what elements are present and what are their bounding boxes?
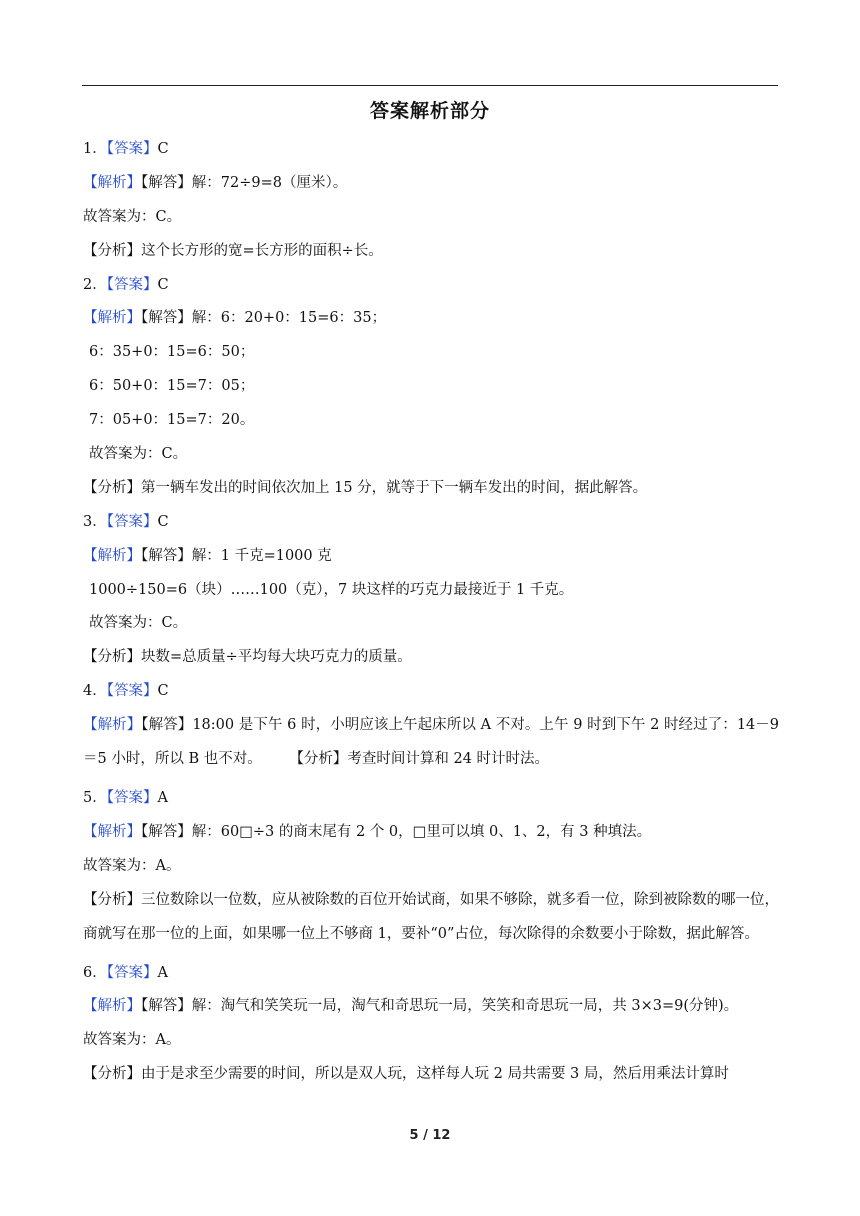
q2-conclusion: 故答案为：C。 xyxy=(89,446,188,463)
q3-analysis: 块数=总质量÷平均每大块巧克力的质量。 xyxy=(141,649,412,666)
q2-step-2: 6：35+0：15=6：50； xyxy=(89,344,255,361)
q6-solution-line xyxy=(83,994,779,1028)
q6-number: 6． xyxy=(83,964,107,981)
q4-solution-paragraph xyxy=(83,708,779,776)
q6-solution: 解：淘气和笑笑玩一局，淘气和奇思玩一局，笑笑和奇思玩一局，共 3×3=9(分钟)。 xyxy=(191,998,739,1015)
q4-answer: C xyxy=(157,683,169,700)
answer-tag: 【答案】 xyxy=(106,790,158,807)
q2-analysis: 第一辆车发出的时间依次加上 15 分，就等于下一辆车发出的时间，据此解答。 xyxy=(141,479,648,496)
solution-tag: 【解答】 xyxy=(141,823,192,840)
analysis-tag: 【解析】 xyxy=(83,998,141,1015)
q3-conclusion: 故答案为：C。 xyxy=(89,615,188,632)
q1-number: 1． xyxy=(83,141,107,157)
q3-solution: 解：1 千克=1000 克 xyxy=(191,547,332,564)
q3-step-2: 1000÷150=6（块）……100（克），7 块这样的巧克力最接近于 1 千克。 xyxy=(89,581,574,598)
q5-answer: A xyxy=(157,790,168,807)
q6-analysis-line xyxy=(83,1062,779,1096)
q1-answer-line xyxy=(83,137,779,171)
analysis-tag: 【解析】 xyxy=(83,174,141,191)
solution-tag: 【解答】 xyxy=(141,174,192,191)
answer-tag: 【答案】 xyxy=(106,141,158,157)
q1-analysis: 这个长方形的宽=长方形的面积÷长。 xyxy=(141,242,383,259)
q6-conclusion: 故答案为：A。 xyxy=(83,1032,181,1049)
q5-analysis-block xyxy=(83,883,779,951)
fenxi-tag: 【分析】 xyxy=(83,891,141,908)
analysis-tag: 【解析】 xyxy=(83,823,141,840)
q2-solution: 解：6：20+0：15=6：35； xyxy=(191,310,387,327)
analysis-tag: 【解析】 xyxy=(83,547,141,564)
fenxi-tag: 【分析】 xyxy=(83,649,141,666)
q1-conclusion: 故答案为：C。 xyxy=(83,208,182,225)
q5-analysis-paragraph xyxy=(83,883,779,951)
analysis-tag: 【解析】 xyxy=(83,717,142,734)
analysis-tag: 【解析】 xyxy=(83,310,141,327)
q5-analysis: 三位数除以一位数，应从被除数的百位开始试商，如果不够除，就多看一位，除到被除数的哪一位，商就写在那一位的上面，如果哪一位上不够商 1，要补“0”占位，每次除得的余数要小于除数，据此解答。 xyxy=(83,891,779,942)
q3-number: 3． xyxy=(83,513,107,530)
q2-analysis-line xyxy=(83,476,779,510)
fenxi-tag: 【分析】 xyxy=(83,479,141,496)
q4-solution: 18:00 是下午 6 时，小明应该上午起床所以 A 不对。上午 9 时到下午 2 时经过了：14－9＝5 小时，所以 B 也不对。 xyxy=(83,717,780,768)
solution-tag: 【解答】 xyxy=(141,547,192,564)
solution-tag: 【解答】 xyxy=(141,998,192,1015)
q1-solution-line xyxy=(83,171,779,205)
q4-analysis: 考查时间计算和 24 时计时法。 xyxy=(347,751,550,768)
answer-tag: 【答案】 xyxy=(106,513,158,530)
header-rule xyxy=(82,85,778,86)
q5-solution: 解：60□÷3 的商末尾有 2 个 0，□里可以填 0、1、2，有 3 种填法。 xyxy=(191,823,652,840)
q4-gap xyxy=(262,751,290,767)
solution-tag: 【解答】 xyxy=(141,717,193,734)
q2-answer: C xyxy=(157,276,169,293)
q3-answer: C xyxy=(157,513,169,530)
answer-content xyxy=(83,137,779,1096)
q4-solution-block xyxy=(83,708,779,776)
fenxi-tag: 【分析】 xyxy=(83,1066,141,1083)
q6-answer-line xyxy=(83,961,779,995)
page-number: 5 / 12 xyxy=(409,1128,451,1143)
q2-number: 2． xyxy=(83,276,107,293)
q2-answer-line xyxy=(83,273,779,307)
q1-solution: 解：72÷9=8（厘米）。 xyxy=(191,174,348,191)
q5-solution-line xyxy=(83,820,779,854)
q5-number: 5． xyxy=(83,790,107,807)
answer-tag: 【答案】 xyxy=(106,964,158,981)
answer-tag: 【答案】 xyxy=(106,276,158,293)
q3-analysis-line xyxy=(83,645,779,679)
q6-answer: A xyxy=(157,964,168,981)
q1-answer: C xyxy=(157,141,169,157)
q2-step-4: 7：05+0：15=7：20。 xyxy=(89,412,255,429)
q1-analysis-line xyxy=(83,239,779,273)
answer-tag: 【答案】 xyxy=(106,683,158,700)
q6-analysis: 由于是求至少需要的时间，所以是双人玩，这样每人玩 2 局共需要 3 局，然后用乘法计算时 xyxy=(141,1066,729,1083)
q5-answer-line xyxy=(83,786,779,820)
fenxi-tag: 【分析】 xyxy=(83,242,141,259)
q3-answer-line xyxy=(83,510,779,544)
q2-step-3: 6：50+0：15=7：05； xyxy=(89,378,255,395)
q5-conclusion: 故答案为：A。 xyxy=(83,857,181,874)
q3-solution-line xyxy=(83,544,779,578)
solution-tag: 【解答】 xyxy=(141,310,192,327)
fenxi-tag: 【分析】 xyxy=(289,751,348,768)
q2-solution-line xyxy=(83,306,779,340)
q4-number: 4． xyxy=(83,683,107,700)
page-title: 答案解析部分 xyxy=(369,100,490,122)
